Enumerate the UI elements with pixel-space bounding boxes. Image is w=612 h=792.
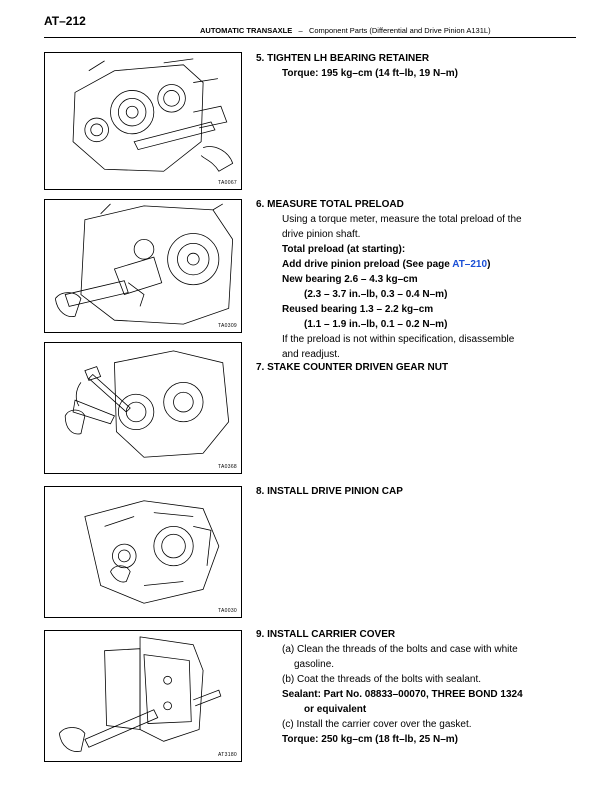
add-preload-suffix: ) — [487, 259, 491, 270]
illustration-bearing-retainer — [45, 53, 241, 189]
figure-bearing-retainer — [44, 52, 242, 190]
step-9-torque: Torque: 250 kg–cm (18 ft–lb, 25 N–m) — [282, 734, 458, 745]
step-5 — [256, 51, 586, 81]
page-ref-link[interactable]: AT–210 — [452, 259, 488, 270]
step-9c: (c) Install the carrier cover over the gasket. — [282, 719, 472, 730]
step-9a-line-1: (a) Clean the threads of the bolts and case with white — [282, 644, 518, 655]
step-8-title: 8. INSTALL DRIVE PINION CAP — [256, 486, 403, 497]
figure-torque-meter — [44, 199, 242, 333]
section-name: AUTOMATIC TRANSAXLE — [200, 26, 293, 35]
add-pinion-preload — [256, 257, 586, 272]
step-9 — [256, 627, 586, 747]
step-9b: (b) Coat the threads of the bolts with sealant. — [282, 674, 481, 685]
step-9a-line-2: gasoline. — [294, 659, 335, 670]
reused-bearing-spec: Reused bearing 1.3 – 2.2 kg–cm — [282, 304, 434, 315]
step-6-note-2: and readjust. — [282, 349, 340, 360]
step-6-text-1: Using a torque meter, measure the total preload of the — [282, 214, 522, 225]
figure-stake-nut — [44, 342, 242, 474]
page-number: AT–212 — [44, 14, 86, 28]
figure-code: TA0067 — [218, 180, 237, 186]
illustration-stake-nut — [45, 343, 241, 473]
header-subtitle: Component Parts (Differential and Drive Pinion A131L) — [308, 26, 491, 35]
step-5-title: 5. TIGHTEN LH BEARING RETAINER — [256, 53, 430, 64]
step-6-note-1: If the preload is not within specification, disassemble — [282, 334, 515, 345]
new-bearing-spec: New bearing 2.6 – 4.3 kg–cm — [282, 274, 418, 285]
step-7 — [256, 360, 586, 375]
figure-code: TA0030 — [218, 608, 237, 614]
add-preload-prefix: Add drive pinion preload (See page — [282, 259, 453, 270]
header-rule — [44, 37, 576, 38]
figure-code: TA0368 — [218, 464, 237, 470]
figure-code: TA0309 — [218, 323, 237, 329]
figure-pinion-cap — [44, 486, 242, 618]
step-5-torque: Torque: 195 kg–cm (14 ft–lb, 19 N–m) — [282, 68, 458, 79]
step-6-title: 6. MEASURE TOTAL PRELOAD — [256, 199, 404, 210]
step-6 — [256, 197, 586, 362]
step-7-title: 7. STAKE COUNTER DRIVEN GEAR NUT — [256, 362, 449, 373]
step-9-title: 9. INSTALL CARRIER COVER — [256, 629, 396, 640]
illustration-carrier-cover — [45, 631, 241, 761]
step-6-text-2: drive pinion shaft. — [282, 229, 361, 240]
total-preload-label: Total preload (at starting): — [282, 244, 406, 255]
new-bearing-conversion: (2.3 – 3.7 in.–lb, 0.3 – 0.4 N–m) — [304, 289, 448, 300]
header-title — [200, 26, 491, 35]
figure-carrier-cover — [44, 630, 242, 762]
figure-code: AT3180 — [218, 752, 237, 758]
reused-bearing-conversion: (1.1 – 1.9 in.–lb, 0.1 – 0.2 N–m) — [304, 319, 448, 330]
header-dash: – — [298, 26, 303, 35]
sealant-spec-1: Sealant: Part No. 08833–00070, THREE BOND 1324 — [282, 689, 523, 700]
step-8 — [256, 484, 586, 499]
illustration-pinion-cap — [45, 487, 241, 617]
sealant-spec-2: or equivalent — [304, 704, 367, 715]
illustration-torque-meter — [45, 200, 241, 332]
